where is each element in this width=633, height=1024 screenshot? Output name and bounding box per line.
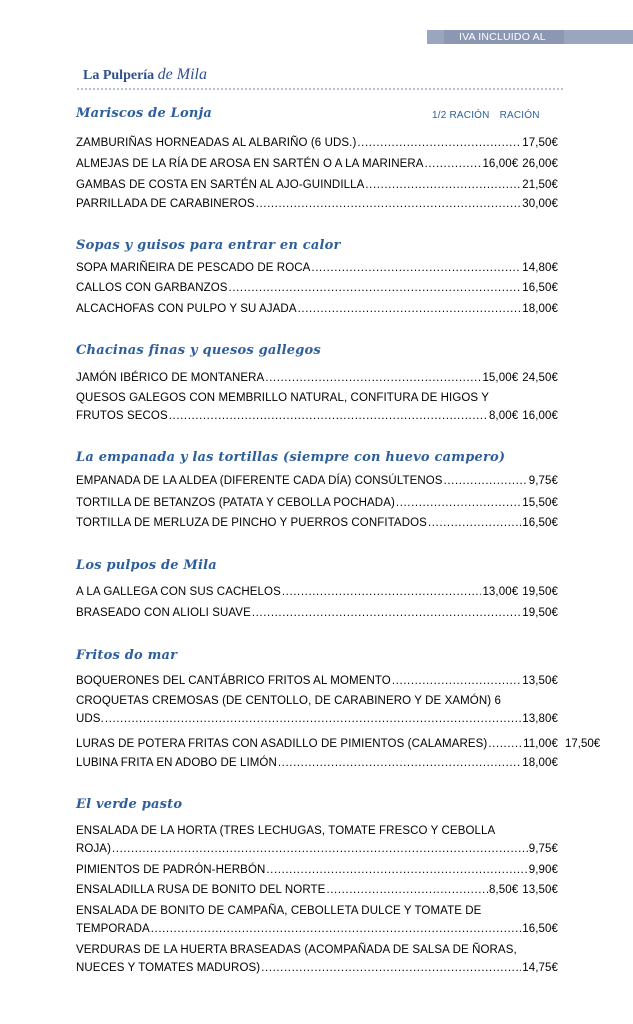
item-price: 14,80€ (522, 262, 558, 274)
item-name: BRASEADO CON ALIOLI SUAVE (76, 607, 251, 619)
item-name: TEMPORADA (76, 923, 150, 935)
item-name: ZAMBURIÑAS HORNEADAS AL ALBARIÑO (6 UDS.) (76, 137, 357, 149)
item-name: BOQUERONES DEL CANTÁBRICO FRITOS AL MOMENTO (76, 675, 391, 687)
menu-item (76, 156, 558, 172)
item-name-line1: ENSALADA DE BONITO DE CAMPAÑA, CEBOLLETA DULCE Y TOMATE DE (76, 905, 482, 917)
item-name: ROJA) (76, 843, 111, 855)
item-name: ALCACHOFAS CON PULPO Y SU AJADA (76, 303, 297, 315)
section-title-empanada: La empanada y las tortillas (siempre con huevo campero) (76, 450, 506, 465)
item-price: 15,50€ (522, 497, 558, 509)
item-price: 16,50€ (522, 923, 558, 935)
menu-item (76, 301, 558, 317)
item-price: 26,00€ (522, 158, 558, 170)
column-half: 1/2 RACIÓN (432, 110, 490, 121)
iva-banner (427, 30, 633, 44)
item-price: 30,00€ (522, 198, 558, 210)
item-name-line1: ENSALADA DE LA HORTA (TRES LECHUGAS, TOMATE FRESCO Y CEBOLLA (76, 825, 496, 837)
item-name-line1: VERDURAS DE LA HUERTA BRASEADAS (ACOMPAÑADA DE SALSA DE ÑORAS, (76, 944, 517, 956)
item-price: 9,90€ (528, 864, 558, 876)
item-name: LUBINA FRITA EN ADOBO DE LIMÓN (76, 757, 277, 769)
item-price: 19,50€ (522, 586, 558, 598)
menu-item (76, 135, 558, 151)
menu-item (76, 495, 558, 511)
item-name: PIMIENTOS DE PADRÓN-HERBÓN (76, 864, 266, 876)
item-name: FRUTOS SECOS (76, 410, 168, 422)
item-price: 21,50€ (522, 179, 558, 191)
section-title-chacinas: Chacinas finas y quesos gallegos (76, 343, 321, 358)
menu-item (76, 673, 558, 689)
menu-item (76, 736, 558, 752)
item-name: ALMEJAS DE LA RÍA DE AROSA EN SARTÉN O A LA MARINERA (76, 158, 424, 170)
item-name: TORTILLA DE BETANZOS (PATATA Y CEBOLLA POCHADA) (76, 497, 395, 509)
item-price: 19,50€ (522, 607, 558, 619)
item-name-line1: QUESOS GALEGOS CON MEMBRILLO NATURAL, CONFITURA DE HIGOS Y (76, 392, 490, 404)
section-title-sopas: Sopas y guisos para entrar en calor (76, 238, 341, 253)
menu-item (76, 280, 558, 296)
item-name: PARRILLADA DE CARABINEROS (76, 198, 255, 210)
item-price: 16,50€ (522, 517, 558, 529)
item-name: LURAS DE POTERA FRITAS CON ASADILLO DE PIMIENTOS (CALAMARES) (76, 738, 488, 750)
item-name-line1: CROQUETAS CREMOSAS (DE CENTOLLO, DE CARABINERO Y DE XAMÓN) 6 (76, 695, 501, 707)
item-name: JAMÓN IBÉRICO DE MONTANERA (76, 372, 265, 384)
menu-item (76, 711, 558, 727)
item-name: SOPA MARIÑEIRA DE PESCADO DE ROCA (76, 262, 311, 274)
item-half-price: 11,00€ (523, 738, 558, 750)
menu-item (76, 473, 558, 489)
item-price: 17,50€ (565, 738, 601, 750)
item-price: 9,75€ (528, 475, 558, 487)
menu-item (76, 841, 558, 857)
menu-item (76, 755, 558, 771)
item-price: 17,50€ (522, 137, 558, 149)
menu-item (76, 584, 558, 600)
section-title-verde: El verde pasto (76, 797, 183, 812)
item-price: 13,80€ (522, 713, 558, 725)
item-name: TORTILLA DE MERLUZA DE PINCHO Y PUERROS CONFITADOS (76, 517, 427, 529)
item-name: NUECES Y TOMATES MADUROS) (76, 962, 261, 974)
iva-label: IVA INCLUIDO AL (459, 31, 546, 43)
item-name: A LA GALLEGA CON SUS CACHELOS (76, 586, 281, 598)
item-half-price: 16,00€ (482, 158, 519, 170)
menu-item (76, 921, 558, 937)
menu-item (76, 862, 558, 878)
menu-item (76, 882, 558, 898)
column-headers (432, 110, 540, 121)
menu-item (76, 370, 558, 386)
item-price: 14,75€ (522, 962, 558, 974)
menu-item (76, 605, 558, 621)
item-price: 13,50€ (522, 884, 558, 896)
item-name: UDS. (76, 713, 104, 725)
item-name: CALLOS CON GARBANZOS (76, 282, 228, 294)
logo-script: de Mila (157, 66, 207, 83)
section-title-fritos: Fritos do mar (76, 648, 178, 663)
item-price: 24,50€ (522, 372, 558, 384)
item-half-price: 13,00€ (482, 586, 519, 598)
menu-item (76, 260, 558, 276)
section-title-mariscos: Mariscos de Lonja (76, 106, 213, 121)
section-title-pulpos: Los pulpos de Mila (76, 558, 217, 573)
item-price: 16,50€ (522, 282, 558, 294)
menu-item (76, 177, 558, 193)
menu-item (76, 196, 558, 212)
logo-main: La Pulpería (83, 68, 155, 83)
logo-divider (77, 88, 563, 90)
item-price: 13,50€ (522, 675, 558, 687)
item-price: 9,75€ (528, 843, 558, 855)
item-price: 18,00€ (522, 303, 558, 315)
logo (83, 66, 207, 84)
item-half-price: 8,00€ (488, 410, 519, 422)
item-name: ENSALADILLA RUSA DE BONITO DEL NORTE (76, 884, 326, 896)
item-price: 18,00€ (522, 757, 558, 769)
column-full: RACIÓN (499, 110, 540, 121)
menu-item (76, 515, 558, 531)
item-half-price: 8,50€ (488, 884, 519, 896)
item-name: EMPANADA DE LA ALDEA (DIFERENTE CADA DÍA) CONSÚLTENOS (76, 475, 443, 487)
item-half-price: 15,00€ (482, 372, 519, 384)
menu-item (76, 960, 558, 976)
item-name: GAMBAS DE COSTA EN SARTÉN AL AJO-GUINDILLA (76, 179, 365, 191)
menu-item (76, 408, 558, 424)
item-price: 16,00€ (522, 410, 558, 422)
